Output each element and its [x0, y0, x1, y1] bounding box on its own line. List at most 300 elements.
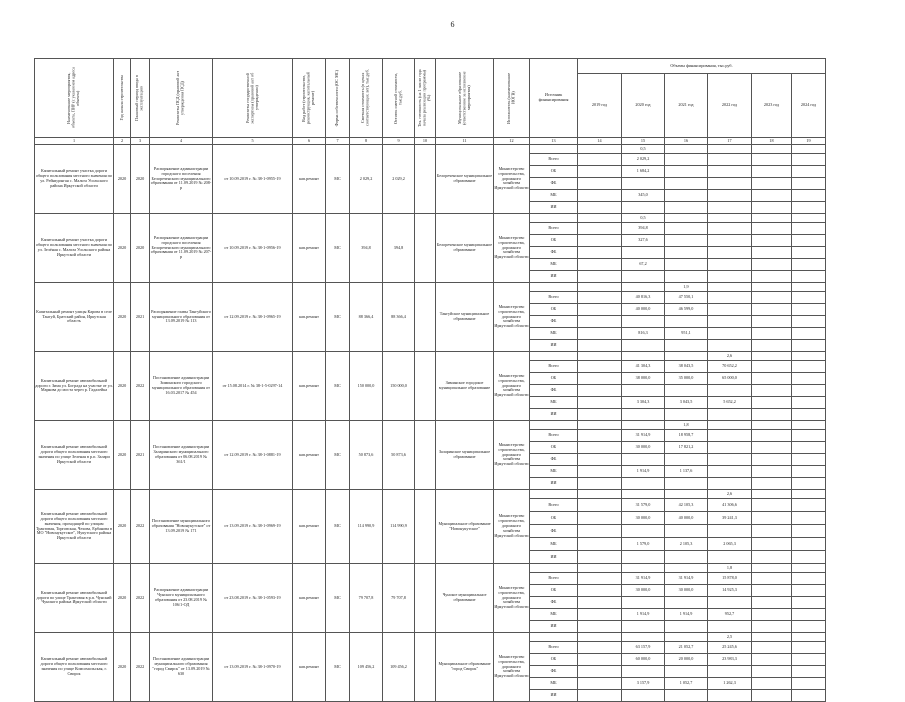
finance-source: ИИ — [530, 409, 578, 421]
remaining-cost: 88 366,4 — [383, 283, 415, 352]
ownership: МС — [326, 564, 350, 633]
sub-value — [792, 145, 826, 154]
finance-value — [708, 271, 752, 283]
municipality: Чунское муниципальное образование — [436, 564, 494, 633]
remaining-cost: 79 707,8 — [383, 564, 415, 633]
finance-value: 23 983,3 — [708, 654, 752, 666]
finance-value — [665, 166, 708, 178]
finance-value — [622, 385, 665, 397]
finance-source: МБ — [530, 609, 578, 621]
start-year: 2020 — [114, 283, 131, 352]
finance-value — [752, 235, 792, 247]
col-num: 19 — [792, 138, 826, 145]
sub-value — [578, 352, 622, 361]
finance-value — [665, 454, 708, 466]
work-type: кап.ремонт — [293, 564, 326, 633]
source-blank — [530, 352, 578, 361]
finance-value — [665, 202, 708, 214]
estimated-cost: 88 366,4 — [350, 283, 383, 352]
finance-source: Всего — [530, 642, 578, 654]
source-blank — [530, 633, 578, 642]
finance-value — [752, 409, 792, 421]
header-expertise: Реквизиты государственной экспертизы (правовой акт об утверждении) — [213, 59, 293, 138]
finance-value: 345,0 — [622, 190, 665, 202]
finance-value — [792, 666, 826, 678]
header-volume: Объемы финансирования, тыс.руб. — [578, 59, 826, 74]
finance-value — [665, 190, 708, 202]
header-year-2019: 2019 год — [578, 74, 622, 138]
municipality: Муниципальное образование "Новонукутское" — [436, 490, 494, 564]
finance-value — [792, 466, 826, 478]
finance-value — [622, 202, 665, 214]
header-year-2021: 2021 год — [665, 74, 708, 138]
finance-value — [792, 642, 826, 654]
finance-source: ИИ — [530, 551, 578, 564]
finance-value — [578, 385, 622, 397]
start-year: 2020 — [114, 352, 131, 421]
finance-value — [792, 292, 826, 304]
col-num: 5 — [213, 138, 293, 145]
finance-value: 31 579,0 — [622, 499, 665, 512]
finance-value — [752, 304, 792, 316]
finance-value — [578, 466, 622, 478]
header-municipality: Муниципальное образование (ответственное за исполнение мероприятия) — [436, 59, 494, 138]
finance-value — [578, 202, 622, 214]
finance-value — [752, 478, 792, 490]
finance-value — [578, 154, 622, 166]
finance-value — [752, 654, 792, 666]
sub-value: 2,5 — [708, 633, 752, 642]
finance-value — [708, 690, 752, 702]
finance-value — [578, 361, 622, 373]
expertise-details: от 12.09.2019 г. № 38-1-0965-19 — [213, 283, 293, 352]
estimated-cost: 50 873,6 — [350, 421, 383, 490]
finance-value — [752, 316, 792, 328]
sub-value — [752, 421, 792, 430]
finance-value — [792, 442, 826, 454]
object-name: Капитальный ремонт автомобильной дороги по улице Трактовая в р.п. Чунский Чунского района Иркутской области — [35, 564, 114, 633]
municipality: Тангуйское муниципальное образование — [436, 283, 494, 352]
work-type: кап.ремонт — [293, 421, 326, 490]
finance-value — [792, 235, 826, 247]
finance-source: ФБ — [530, 316, 578, 328]
finance-value — [708, 328, 752, 340]
finance-value — [752, 512, 792, 525]
finance-value — [792, 478, 826, 490]
finance-source: ИИ — [530, 202, 578, 214]
finance-value — [708, 454, 752, 466]
finance-value — [622, 690, 665, 702]
sub-value — [708, 421, 752, 430]
readiness — [415, 564, 436, 633]
source-blank — [530, 421, 578, 430]
sub-value — [578, 564, 622, 573]
col-num: 14 — [578, 138, 622, 145]
ownership: МС — [326, 145, 350, 214]
sub-value — [665, 214, 708, 223]
finance-value — [792, 304, 826, 316]
finance-source: ФБ — [530, 666, 578, 678]
sub-value: 0,5 — [622, 145, 665, 154]
finance-value — [578, 259, 622, 271]
finance-value — [792, 223, 826, 235]
sub-value — [792, 283, 826, 292]
finance-value — [578, 573, 622, 585]
finance-value — [792, 259, 826, 271]
estimated-cost: 150 000,0 — [350, 352, 383, 421]
finance-source: ИИ — [530, 478, 578, 490]
sub-value: 2,6 — [708, 490, 752, 499]
finance-value — [752, 621, 792, 633]
finance-value: 31 914,9 — [665, 573, 708, 585]
header-psd: Реквизиты ПСД (правовой акт утверждения ПСД) — [150, 59, 213, 138]
finance-value — [665, 154, 708, 166]
finance-value: 2 105,3 — [665, 538, 708, 551]
finance-value — [708, 385, 752, 397]
sub-value — [792, 633, 826, 642]
sub-value: 1,8 — [665, 421, 708, 430]
finance-value — [665, 235, 708, 247]
finance-source: Всего — [530, 292, 578, 304]
sub-value — [665, 564, 708, 573]
object-name: Капитальный ремонт автомобильной дороги г. Зима ул. Бограда на участке от ул. Маркова до моста через р. Гадалейка — [35, 352, 114, 421]
finance-value — [578, 585, 622, 597]
finance-source: МБ — [530, 328, 578, 340]
readiness — [415, 214, 436, 283]
end-year: 2020 — [131, 214, 150, 283]
finance-value: 394,8 — [622, 223, 665, 235]
finance-value — [752, 442, 792, 454]
object-name: Капитальный ремонт участка дороги общего пользования местного значения по ул. Зелёная с. Мальта Усольского района Иркутской области — [35, 214, 114, 283]
finance-value — [708, 235, 752, 247]
finance-value — [792, 328, 826, 340]
finance-value — [752, 202, 792, 214]
finance-value — [752, 430, 792, 442]
finance-value — [752, 373, 792, 385]
col-num: 18 — [752, 138, 792, 145]
finance-value — [752, 292, 792, 304]
finance-value — [708, 202, 752, 214]
sub-value — [622, 490, 665, 499]
finance-value: 41 304,3 — [622, 361, 665, 373]
finance-value — [792, 178, 826, 190]
finance-value — [578, 190, 622, 202]
expertise-details: от 10.09.2019 г. № 38-1-0956-19 — [213, 214, 293, 283]
finance-value — [752, 166, 792, 178]
finance-value — [752, 328, 792, 340]
finance-value — [708, 154, 752, 166]
finance-value — [622, 409, 665, 421]
finance-value: 1 137,6 — [665, 466, 708, 478]
finance-source: Всего — [530, 361, 578, 373]
finance-value — [752, 340, 792, 352]
finance-value: 1 914,9 — [665, 609, 708, 621]
finance-value — [708, 340, 752, 352]
readiness — [415, 633, 436, 702]
table-row — [35, 352, 826, 361]
finance-value — [792, 271, 826, 283]
page-number: 6 — [450, 20, 455, 29]
finance-value — [752, 271, 792, 283]
finance-value — [792, 499, 826, 512]
start-year: 2020 — [114, 490, 131, 564]
finance-value — [792, 430, 826, 442]
col-num: 8 — [350, 138, 383, 145]
finance-value — [752, 178, 792, 190]
finance-source: ОБ — [530, 512, 578, 525]
ownership: МС — [326, 421, 350, 490]
finance-value — [622, 340, 665, 352]
executor: Министерство строительства, дорожного хозяйства Иркутской области — [494, 564, 530, 633]
remaining-cost: 394,8 — [383, 214, 415, 283]
finance-value — [752, 609, 792, 621]
finance-value — [665, 478, 708, 490]
psd-details: Постановление администрации Зиминского городского муниципального образования от 16.03.2017 № 454 — [150, 352, 213, 421]
finance-value — [752, 247, 792, 259]
finance-value: 35 000,0 — [665, 373, 708, 385]
col-num: 17 — [708, 138, 752, 145]
finance-value: 327,6 — [622, 235, 665, 247]
sub-value — [708, 214, 752, 223]
finance-value — [792, 409, 826, 421]
table-row — [35, 564, 826, 573]
finance-value — [578, 499, 622, 512]
finance-value — [665, 409, 708, 421]
finance-value — [578, 551, 622, 564]
finance-value — [708, 597, 752, 609]
finance-value — [752, 538, 792, 551]
psd-details: Распоряжение администрации Чунского муниципального образования от 23.08.2019 № 106/1-ОД — [150, 564, 213, 633]
finance-value — [752, 642, 792, 654]
ownership: МС — [326, 352, 350, 421]
finance-value — [708, 478, 752, 490]
col-num: 9 — [383, 138, 415, 145]
finance-value: 30 000,0 — [622, 442, 665, 454]
finance-value — [665, 316, 708, 328]
finance-value: 3 304,3 — [622, 397, 665, 409]
executor: Министерство строительства, дорожного хозяйства Иркутской области — [494, 214, 530, 283]
work-type: кап.ремонт — [293, 633, 326, 702]
finance-value — [578, 340, 622, 352]
finance-value: 31 914,9 — [622, 573, 665, 585]
table-row — [35, 283, 826, 292]
sub-value — [578, 633, 622, 642]
finance-value — [578, 690, 622, 702]
expertise-details: от 13.09.2019 г. № 38-1-0970-19 — [213, 633, 293, 702]
sub-value — [752, 633, 792, 642]
finance-value: 67,2 — [622, 259, 665, 271]
municipality: Зиминское городское муниципальное образование — [436, 352, 494, 421]
col-num: 12 — [494, 138, 530, 145]
finance-value — [792, 609, 826, 621]
finance-value — [708, 190, 752, 202]
finance-value — [578, 609, 622, 621]
expertise-details: от 12.09.2019 г. № 38-1-0881-19 — [213, 421, 293, 490]
finance-value: 2 065,3 — [708, 538, 752, 551]
finance-value — [792, 316, 826, 328]
finance-source: МБ — [530, 538, 578, 551]
finance-value — [752, 525, 792, 538]
finance-value — [752, 154, 792, 166]
finance-source: МБ — [530, 259, 578, 271]
finance-source: ФБ — [530, 597, 578, 609]
finance-value: 2 029,2 — [622, 154, 665, 166]
finance-value — [708, 304, 752, 316]
finance-value: 46 599,0 — [665, 304, 708, 316]
sub-value — [578, 214, 622, 223]
col-num: 1 — [35, 138, 114, 145]
readiness — [415, 352, 436, 421]
sub-value: 1,9 — [665, 283, 708, 292]
sub-value — [752, 145, 792, 154]
work-type: кап.ремонт — [293, 214, 326, 283]
work-type: кап.ремонт — [293, 283, 326, 352]
executor: Министерство строительства, дорожного хозяйства Иркутской области — [494, 421, 530, 490]
header-ownership: Форма собственности (ОС МС) — [326, 59, 350, 138]
sub-value — [665, 145, 708, 154]
header-readiness: Тех. готовность (на 1 число года начала реализации программы) (%) — [415, 59, 436, 138]
expertise-details: от 23.08.2019 г. № 38-1-0593-19 — [213, 564, 293, 633]
finance-value — [578, 166, 622, 178]
finance-value: 65 000,0 — [708, 373, 752, 385]
sub-value — [578, 145, 622, 154]
sub-value — [578, 421, 622, 430]
finance-value — [665, 271, 708, 283]
finance-value: 30 000,0 — [622, 512, 665, 525]
finance-value — [622, 178, 665, 190]
finance-value: 14 925,3 — [708, 585, 752, 597]
finance-value — [708, 292, 752, 304]
finance-value — [578, 621, 622, 633]
finance-value — [752, 499, 792, 512]
finance-value — [752, 551, 792, 564]
finance-value: 47 550,1 — [665, 292, 708, 304]
finance-value — [792, 654, 826, 666]
finance-value — [792, 551, 826, 564]
finance-value: 1 262,3 — [708, 678, 752, 690]
finance-value — [708, 409, 752, 421]
table-row — [35, 214, 826, 223]
estimated-cost: 2 029,2 — [350, 145, 383, 214]
finance-value — [752, 585, 792, 597]
finance-value — [792, 340, 826, 352]
table-row — [35, 490, 826, 499]
sub-value — [792, 490, 826, 499]
estimated-cost: 394,8 — [350, 214, 383, 283]
object-name: Капитальный ремонт автомобильной дороги общего пользования местного значения, проходящей по улицам Трактовая, Торговская, Чехова, Ербанова в МО "Новонукутское", Нукутского района Иркутской области — [35, 490, 114, 564]
object-name: Капитальный ремонт улицы Карова в селе Тангуй, Братский район, Иркутская область — [35, 283, 114, 352]
sub-value — [792, 214, 826, 223]
sub-value — [792, 564, 826, 573]
finance-value — [665, 690, 708, 702]
finance-source: ФБ — [530, 247, 578, 259]
finance-source: МБ — [530, 678, 578, 690]
sub-value — [752, 490, 792, 499]
finance-value — [752, 573, 792, 585]
readiness — [415, 283, 436, 352]
finance-value — [792, 512, 826, 525]
finance-value — [752, 385, 792, 397]
end-year: 2022 — [131, 352, 150, 421]
finance-value — [622, 551, 665, 564]
expertise-details: от 13.09.2019 г. № 38-1-0969-19 — [213, 490, 293, 564]
finance-value — [578, 654, 622, 666]
finance-value — [665, 551, 708, 564]
finance-value — [622, 666, 665, 678]
source-blank — [530, 214, 578, 223]
executor: Министерство строительства, дорожного хозяйства Иркутской области — [494, 145, 530, 214]
finance-value — [578, 478, 622, 490]
finance-source: Всего — [530, 154, 578, 166]
finance-value: 31 914,9 — [622, 430, 665, 442]
finance-value: 63 157,9 — [622, 642, 665, 654]
remaining-cost: 114 990,9 — [383, 490, 415, 564]
finance-value — [708, 223, 752, 235]
finance-source: ФБ — [530, 454, 578, 466]
finance-value — [578, 223, 622, 235]
table-body — [35, 145, 826, 702]
finance-source: Всего — [530, 223, 578, 235]
finance-value — [578, 328, 622, 340]
finance-value — [665, 223, 708, 235]
finance-value — [622, 271, 665, 283]
sub-value — [622, 352, 665, 361]
finance-value — [578, 430, 622, 442]
ownership: МС — [326, 633, 350, 702]
sub-value — [752, 352, 792, 361]
psd-details: Постановление администрации муниципального образования "город Свирск" от 13.09.2019 № 630 — [150, 633, 213, 702]
estimated-cost: 79 707,8 — [350, 564, 383, 633]
start-year: 2020 — [114, 214, 131, 283]
finance-value — [792, 538, 826, 551]
header-remaining-cost: Остаток сметной стоимости, тыс.руб. — [383, 59, 415, 138]
finance-value: 39 241,3 — [708, 512, 752, 525]
finance-value — [792, 154, 826, 166]
col-num: 7 — [326, 138, 350, 145]
finance-value — [665, 259, 708, 271]
finance-value — [578, 304, 622, 316]
finance-value — [578, 666, 622, 678]
finance-value: 951,1 — [665, 328, 708, 340]
finance-value — [665, 340, 708, 352]
finance-value — [792, 525, 826, 538]
finance-value — [752, 690, 792, 702]
col-num: 11 — [436, 138, 494, 145]
finance-value — [578, 512, 622, 525]
sub-value — [752, 214, 792, 223]
finance-value — [578, 538, 622, 551]
finance-source: ОБ — [530, 373, 578, 385]
sub-value — [578, 490, 622, 499]
table-row — [35, 633, 826, 642]
finance-value — [708, 430, 752, 442]
sub-value — [665, 633, 708, 642]
finance-value — [792, 621, 826, 633]
object-name: Капитальный ремонт автомобильной дороги общего пользования местного значения по улице Зеленая в р.п. Залари Иркутской области — [35, 421, 114, 490]
finance-value — [578, 397, 622, 409]
end-year: 2022 — [131, 633, 150, 702]
finance-value — [792, 690, 826, 702]
finance-source: ИИ — [530, 271, 578, 283]
expertise-details: от 15.08.2014 г. № 38-1-5-0297-14 — [213, 352, 293, 421]
finance-value — [792, 597, 826, 609]
col-num: 6 — [293, 138, 326, 145]
finance-value: 60 000,0 — [622, 654, 665, 666]
finance-value — [792, 585, 826, 597]
finance-value: 30 000,0 — [665, 585, 708, 597]
finance-value — [752, 190, 792, 202]
municipality: Белореченское муниципальное образование — [436, 214, 494, 283]
